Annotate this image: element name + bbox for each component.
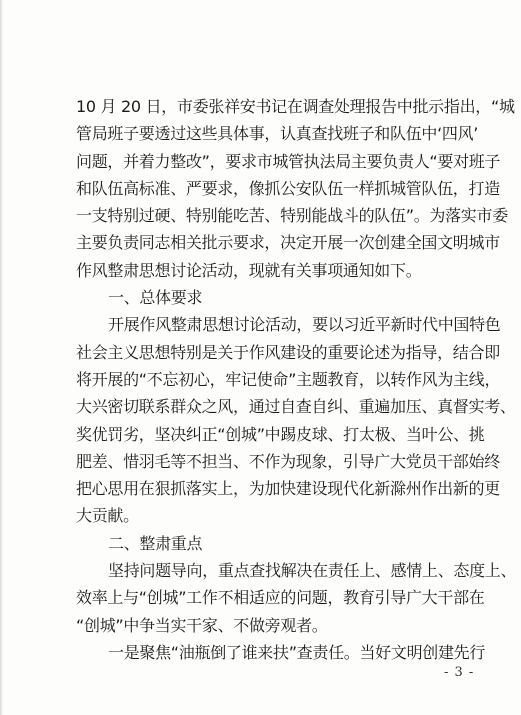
paragraph-line: 和队伍高标准、严要求，像抓公安队伍一样抓城管队伍，打造 (76, 178, 500, 198)
section-heading: 一、总体要求 (108, 288, 203, 308)
page-edge-shadow (0, 0, 3, 715)
paragraph-line: 把心思用在狠抓落实上，为加快建设现代化新滁州作出新的更 (76, 479, 500, 499)
paragraph-line: 一支特别过硬、特别能吃苦、特别能战斗的队伍”。为落实市委 (76, 206, 508, 226)
paragraph-line: 开展作风整肃思想讨论活动，要以习近平新时代中国特色 (108, 315, 501, 335)
paragraph-line: 大兴密切联系群众之风，通过自查自纠、重遍加压、真督实考、 (76, 397, 516, 417)
page-number: - 3 - (444, 665, 475, 680)
paragraph-line: 将开展的“不忘初心，牢记使命”主题教育，以转作风为主线， (76, 369, 501, 389)
paragraph-line: 主要负责同志相关批示要求，决定开展一次创建全国文明城市 (76, 233, 500, 253)
paragraph-line: 作风整肃思想讨论活动，现就有关事项通知如下。 (76, 260, 422, 280)
paragraph-line: 10 月 20 日，市委张祥安书记在调查处理报告中批示指出，“城 (76, 97, 515, 116)
paragraph-line: 坚持问题导向，重点查找解决在责任上、感情上、态度上、 (108, 561, 517, 581)
paragraph-line: “创城”中争当实干家、不做旁观者。 (76, 615, 328, 635)
document-body (76, 93, 517, 666)
paragraph-line: 肥差、惜羽毛等不担当、不作为现象，引导广大党员干部始终 (76, 451, 500, 471)
paragraph-line: 社会主义思想特别是关于作风建设的重要论述为指导，结合即 (76, 342, 500, 362)
paragraph-line: 奖优罚劣，坚决纠正“创城”中踢皮球、打太极、当叶公、挑 (76, 424, 485, 444)
section-heading: 二、整肃重点 (108, 533, 203, 553)
paragraph-line: 大贡献。 (76, 506, 139, 526)
paragraph-line: 效率上与“创城”工作不相适应的问题，教育引导广大干部在 (76, 588, 485, 608)
paragraph-line: 一是聚焦“油瓶倒了谁来扶”查责任。当好文明创建先行 (108, 642, 486, 662)
paragraph-line: 问题，并着力整改”，要求市城管执法局主要负责人“要对班子 (76, 151, 501, 171)
paragraph-line: 管局班子要透过这些具体事，认真查找班子和队伍中‘四风’ (76, 124, 479, 144)
